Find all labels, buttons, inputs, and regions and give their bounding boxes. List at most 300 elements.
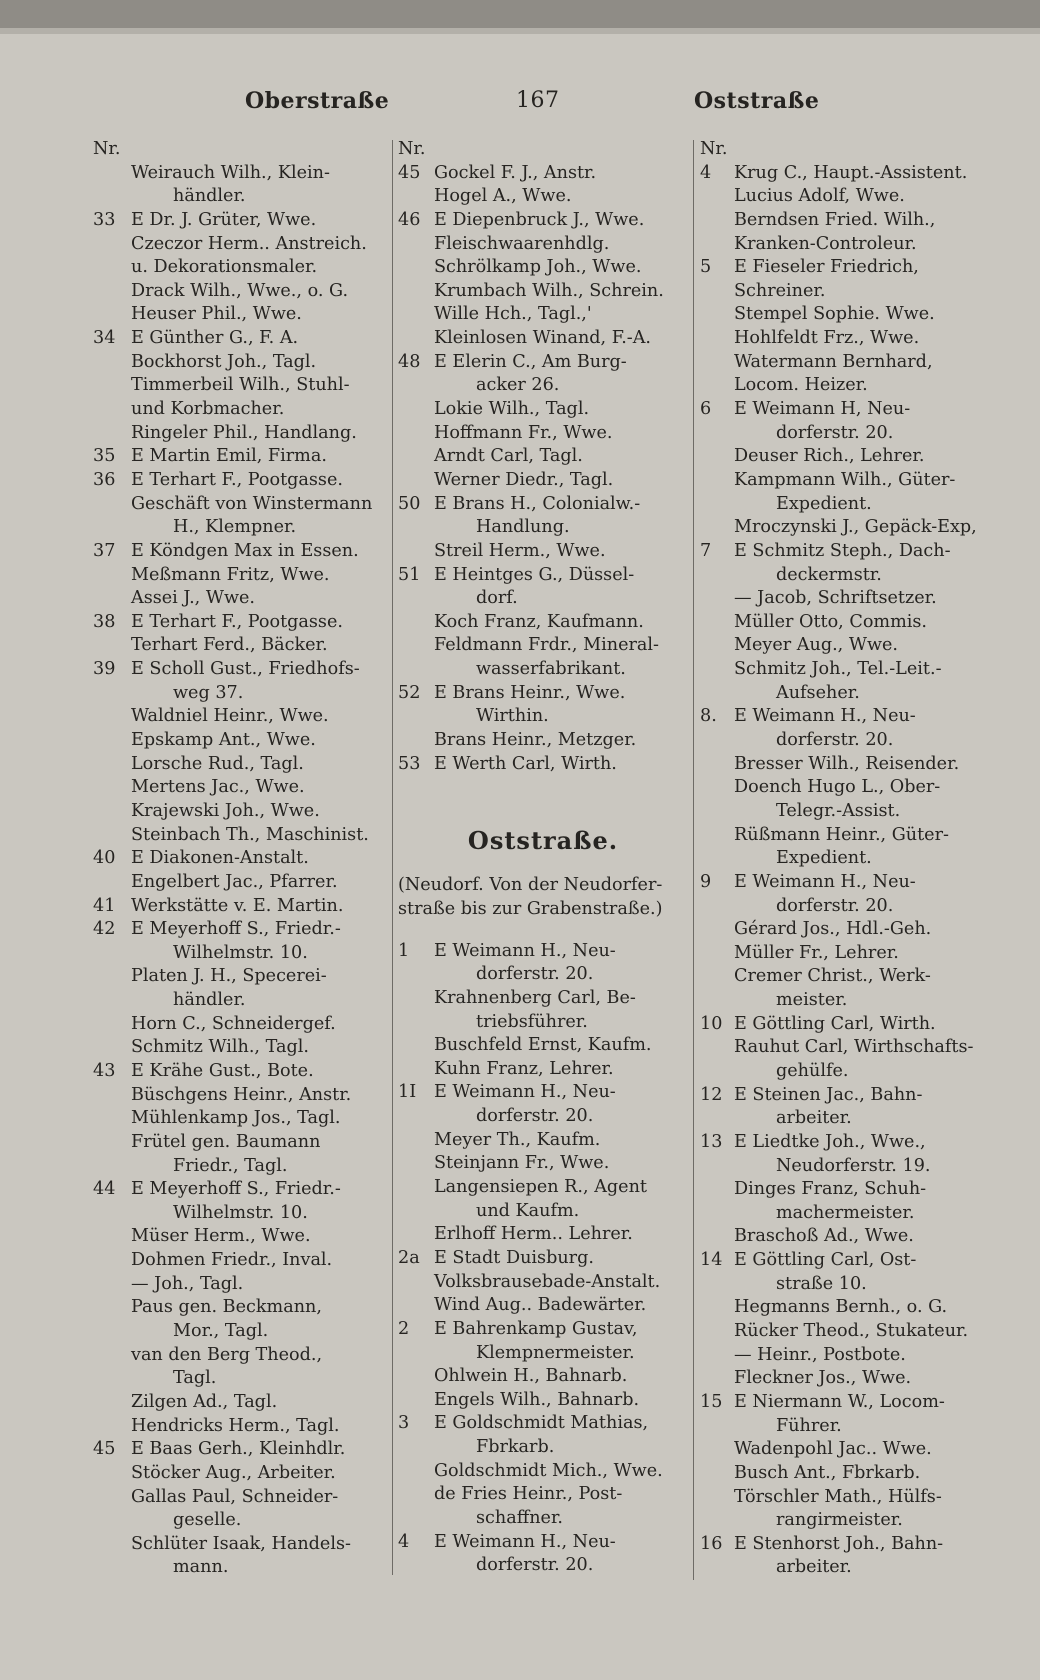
house-number: 14 <box>700 1250 723 1271</box>
list-item <box>700 327 996 351</box>
entry-text: Locom. Heizer. <box>734 375 868 396</box>
entry-text: Lorsche Rud., Tagl. <box>131 753 304 774</box>
list-item <box>700 1013 996 1037</box>
list-item <box>700 1391 996 1415</box>
entry-text: Arndt Carl, Tagl. <box>434 446 583 467</box>
list-item <box>398 1176 688 1200</box>
list-item <box>700 493 996 517</box>
entry-text: Ohlwein H., Bahnarb. <box>434 1366 628 1387</box>
list-item <box>700 374 996 398</box>
entry-text: Geschäft von Winstermann <box>131 493 373 514</box>
list-item <box>398 1223 688 1247</box>
list-item <box>700 895 996 919</box>
list-item <box>700 705 996 729</box>
entry-text: Czeczor Herm.. Anstreich. <box>131 233 367 254</box>
list-item <box>93 776 389 800</box>
list-item <box>398 1342 688 1366</box>
list-item <box>700 729 996 753</box>
entry-text: Krahnenberg Carl, Be- <box>434 987 636 1008</box>
list-item <box>93 942 389 966</box>
list-item <box>398 658 688 682</box>
entry-text: triebsführer. <box>476 1011 588 1032</box>
entry-text: händler. <box>173 186 246 207</box>
list-item <box>398 1507 688 1531</box>
house-number: 35 <box>93 446 116 467</box>
list-item <box>93 1367 389 1391</box>
list-item <box>93 847 389 871</box>
house-number: 16 <box>700 1533 723 1554</box>
entry-text: Schreiner. <box>734 280 826 301</box>
list-item <box>398 1318 688 1342</box>
entry-text: E Köndgen Max in Essen. <box>131 540 359 561</box>
entry-text: E Goldschmidt Mathias, <box>434 1413 649 1434</box>
header-right-street: Oststraße <box>694 88 820 114</box>
list-item <box>700 303 996 327</box>
entry-text: dorf. <box>476 588 518 609</box>
entry-text: Bockhorst Joh., Tagl. <box>131 351 317 372</box>
entry-text: Hogel A., Wwe. <box>434 186 572 207</box>
list-item <box>93 327 389 351</box>
list-item <box>93 1273 389 1297</box>
house-number: 51 <box>398 564 421 585</box>
house-number: 1I <box>398 1082 417 1103</box>
list-item <box>398 303 688 327</box>
list-item <box>398 963 688 987</box>
list-item <box>700 1344 996 1368</box>
house-number: 52 <box>398 682 421 703</box>
list-item <box>93 729 389 753</box>
list-item <box>93 1084 389 1108</box>
list-item <box>93 871 389 895</box>
list-item <box>398 611 688 635</box>
list-item <box>700 1225 996 1249</box>
entry-text: E Martin Emil, Firma. <box>131 446 327 467</box>
list-item <box>93 1013 389 1037</box>
list-item <box>93 965 389 989</box>
list-item <box>700 800 996 824</box>
entry-text: Krajewski Joh., Wwe. <box>131 800 320 821</box>
list-item <box>93 1036 389 1060</box>
list-item <box>93 587 389 611</box>
list-item <box>93 540 389 564</box>
entry-text: Wilhelmstr. 10. <box>173 942 308 963</box>
entry-text: Engels Wilh., Bahnarb. <box>434 1389 640 1410</box>
house-number: Nr. <box>93 139 121 159</box>
list-item <box>700 1202 996 1226</box>
list-item <box>93 1107 389 1131</box>
entry-text: E Heintges G., Düssel- <box>434 564 635 585</box>
list-item <box>700 1509 996 1533</box>
entry-text: E Krähe Gust., Bote. <box>131 1060 314 1081</box>
list-item <box>700 209 996 233</box>
entry-text: E Brans H., Colonialw.- <box>434 493 641 514</box>
list-item <box>93 1131 389 1155</box>
list-item <box>93 918 389 942</box>
list-item <box>700 658 996 682</box>
entry-text: Feldmann Frdr., Mineral- <box>434 635 659 656</box>
column-rule-1 <box>392 140 393 1575</box>
list-item <box>700 1486 996 1510</box>
house-number: 40 <box>93 848 116 869</box>
entry-text: E Meyerhoff S., Friedr.- <box>131 919 341 940</box>
list-item <box>398 634 688 658</box>
entry-text: E Weimann H, Neu- <box>734 399 911 420</box>
entry-text: Steinjann Fr., Wwe. <box>434 1153 610 1174</box>
entry-text: und Korbmacher. <box>131 399 285 420</box>
list-item <box>93 705 389 729</box>
list-item <box>398 1034 688 1058</box>
entry-text: Volksbrausebade-Anstalt. <box>434 1271 661 1292</box>
list-item <box>93 1556 389 1580</box>
list-item <box>398 1389 688 1413</box>
entry-text: straße 10. <box>776 1273 867 1294</box>
list-item <box>93 1060 389 1084</box>
house-number: 33 <box>93 209 116 230</box>
entry-text: E Scholl Gust., Friedhofs- <box>131 659 360 680</box>
list-item <box>398 587 688 611</box>
entry-text: E Dr. J. Grüter, Wwe. <box>131 209 317 230</box>
entry-text: Schmitz Wilh., Tagl. <box>131 1037 309 1058</box>
list-item <box>93 1178 389 1202</box>
entry-text: dorferstr. 20. <box>476 1555 594 1576</box>
list-item <box>398 1365 688 1389</box>
entry-text: Müller Fr., Lehrer. <box>734 942 899 963</box>
list-item <box>700 233 996 257</box>
list-item <box>700 1131 996 1155</box>
house-number: 13 <box>700 1131 723 1152</box>
house-number: 7 <box>700 540 712 561</box>
list-item <box>93 1202 389 1226</box>
list-item <box>93 138 389 162</box>
entry-text: E Elerin C., Am Burg- <box>434 351 627 372</box>
entry-text: E Terhart F., Pootgasse. <box>131 469 343 490</box>
entry-text: de Fries Heinr., Post- <box>434 1484 623 1505</box>
entry-text: Assei J., Wwe. <box>131 588 256 609</box>
house-number: 36 <box>93 469 116 490</box>
list-item <box>700 256 996 280</box>
house-number: Nr. <box>398 139 426 159</box>
entry-text: Kleinlosen Winand, F.-A. <box>434 328 652 349</box>
entry-text: Wind Aug.. Badewärter. <box>434 1295 647 1316</box>
list-item <box>700 469 996 493</box>
list-item <box>398 1058 688 1082</box>
house-number: 9 <box>700 871 712 892</box>
house-number: 37 <box>93 540 116 561</box>
entry-text: geselle. <box>173 1510 242 1531</box>
entry-text: Lucius Adolf, Wwe. <box>734 186 905 207</box>
list-item <box>398 516 688 540</box>
list-item <box>93 351 389 375</box>
entry-text: Fleischwaarenhdlg. <box>434 233 610 254</box>
entry-text: Meyer Aug., Wwe. <box>734 635 899 656</box>
entry-text: Kuhn Franz, Lehrer. <box>434 1058 614 1079</box>
entry-text: arbeiter. <box>776 1108 852 1129</box>
list-item <box>93 256 389 280</box>
entry-text: E Stadt Duisburg. <box>434 1247 594 1268</box>
entry-text: Wirthin. <box>476 706 549 727</box>
list-item <box>700 1178 996 1202</box>
entry-text: E Baas Gerh., Kleinhdlr. <box>131 1439 346 1460</box>
house-number: 4 <box>700 162 712 183</box>
entry-text: Weirauch Wilh., Klein- <box>131 162 330 183</box>
entry-text: E Terhart F., Pootgasse. <box>131 611 343 632</box>
list-item <box>700 185 996 209</box>
list-item <box>700 1249 996 1273</box>
list-item <box>398 351 688 375</box>
house-number: 2a <box>398 1247 420 1268</box>
entry-text: Lokie Wilh., Tagl. <box>434 399 590 420</box>
entry-text: Braschoß Ad., Wwe. <box>734 1226 914 1247</box>
list-item <box>93 516 389 540</box>
page-top-edge <box>0 0 1040 28</box>
list-item <box>398 1011 688 1035</box>
list-item <box>398 564 688 588</box>
list-item <box>700 1036 996 1060</box>
house-number: 39 <box>93 659 116 680</box>
entry-text: Ringeler Phil., Handlang. <box>131 422 357 443</box>
entry-text: Krug C., Haupt.-Assistent. <box>734 162 968 183</box>
list-item <box>700 1415 996 1439</box>
entry-text: Müller Otto, Commis. <box>734 611 928 632</box>
entry-text: Meßmann Fritz, Wwe. <box>131 564 330 585</box>
list-item <box>700 847 996 871</box>
entry-text: dorferstr. 20. <box>776 730 894 751</box>
entry-text: Dohmen Friedr., Inval. <box>131 1250 333 1271</box>
entry-text: E Göttling Carl, Ost- <box>734 1250 917 1271</box>
list-item <box>93 1438 389 1462</box>
entry-text: wasserfabrikant. <box>476 659 626 680</box>
page-number: 167 <box>516 88 560 113</box>
list-item <box>398 256 688 280</box>
entry-text: Tagl. <box>173 1368 217 1389</box>
entry-text: E Weimann H., Neu- <box>734 871 916 892</box>
list-item <box>700 445 996 469</box>
entry-text: Frütel gen. Baumann <box>131 1131 321 1152</box>
house-number: 3 <box>398 1413 410 1434</box>
entry-text: Timmerbeil Wilh., Stuhl- <box>131 375 350 396</box>
list-item <box>93 1155 389 1179</box>
entry-text: E Weimann H., Neu- <box>434 1082 616 1103</box>
entry-text: Rauhut Carl, Wirthschafts- <box>734 1037 974 1058</box>
list-item <box>93 209 389 233</box>
entry-text: — Joh., Tagl. <box>131 1273 244 1294</box>
entry-text: meister. <box>776 990 848 1011</box>
entry-text: deckermstr. <box>776 564 882 585</box>
list-item <box>700 162 996 186</box>
entry-text: Stempel Sophie. Wwe. <box>734 304 935 325</box>
list-item <box>398 1105 688 1129</box>
house-number: 15 <box>700 1391 723 1412</box>
entry-text: arbeiter. <box>776 1557 852 1578</box>
list-item <box>93 280 389 304</box>
page-header <box>0 88 1040 124</box>
list-item <box>93 1296 389 1320</box>
list-item <box>700 1367 996 1391</box>
entry-text: Aufseher. <box>776 682 860 703</box>
entry-text: Steinbach Th., Maschinist. <box>131 824 369 845</box>
entry-text: Streil Herm., Wwe. <box>434 540 606 561</box>
entry-text: Brans Heinr., Metzger. <box>434 730 637 751</box>
list-item <box>700 1107 996 1131</box>
entry-text: Rüßmann Heinr., Güter- <box>734 824 949 845</box>
entry-text: mann. <box>173 1557 229 1578</box>
entry-text: Krumbach Wilh., Schrein. <box>434 280 664 301</box>
list-item <box>700 1155 996 1179</box>
list-item <box>700 871 996 895</box>
house-number: 43 <box>93 1060 116 1081</box>
entry-text: E Göttling Carl, Wirth. <box>734 1013 936 1034</box>
entry-text: Klempnermeister. <box>476 1342 635 1363</box>
list-item <box>398 280 688 304</box>
list-item <box>700 1320 996 1344</box>
section-intro-line-2: straße bis zur Grabenstraße.) <box>398 898 663 919</box>
entry-text: Doench Hugo L., Ober- <box>734 777 941 798</box>
list-item <box>700 776 996 800</box>
list-item <box>700 138 996 162</box>
entry-text: E Weimann H., Neu- <box>434 1531 616 1552</box>
list-item <box>93 824 389 848</box>
entry-text: E Diakonen-Anstalt. <box>131 848 309 869</box>
entry-text: u. Dekorationsmaler. <box>131 257 318 278</box>
entry-text: Paus gen. Beckmann, <box>131 1297 322 1318</box>
list-item <box>398 987 688 1011</box>
list-item <box>700 1084 996 1108</box>
entry-text: machermeister. <box>776 1202 915 1223</box>
entry-text: E Steinen Jac., Bahn- <box>734 1084 923 1105</box>
list-item <box>398 162 688 186</box>
entry-text: Meyer Th., Kaufm. <box>434 1129 601 1150</box>
list-item <box>700 918 996 942</box>
house-number: 42 <box>93 919 116 940</box>
house-number: 2 <box>398 1318 410 1339</box>
entry-text: Dinges Franz, Schuh- <box>734 1179 927 1200</box>
entry-text: Fbrkarb. <box>476 1437 555 1458</box>
entry-text: Wadenpohl Jac.. Wwe. <box>734 1439 932 1460</box>
list-item <box>398 422 688 446</box>
entry-text: Hendricks Herm., Tagl. <box>131 1415 340 1436</box>
list-item <box>93 1225 389 1249</box>
entry-text: Waldniel Heinr., Wwe. <box>131 706 329 727</box>
list-item <box>398 1294 688 1318</box>
list-item <box>93 422 389 446</box>
list-item <box>700 1462 996 1486</box>
list-item <box>398 233 688 257</box>
entry-text: Friedr., Tagl. <box>173 1155 288 1176</box>
list-item <box>398 1531 688 1555</box>
entry-text: Werkstätte v. E. Martin. <box>131 895 344 916</box>
entry-text: Koch Franz, Kaufmann. <box>434 611 644 632</box>
entry-text: Buschfeld Ernst, Kaufm. <box>434 1035 652 1056</box>
oststrasse-entries <box>398 940 688 1578</box>
list-item <box>398 1200 688 1224</box>
entry-text: Gockel F. J., Anstr. <box>434 162 597 183</box>
list-item <box>93 895 389 919</box>
list-item <box>398 705 688 729</box>
house-number: 1 <box>398 940 410 961</box>
entry-text: Bresser Wilh., Reisender. <box>734 753 960 774</box>
house-number: 34 <box>93 328 116 349</box>
entry-text: E Weimann H., Neu- <box>734 706 916 727</box>
house-number: 41 <box>93 895 116 916</box>
entry-text: Mertens Jac., Wwe. <box>131 777 305 798</box>
list-item <box>398 138 688 162</box>
entry-text: Hohlfeldt Frz., Wwe. <box>734 328 920 349</box>
list-item <box>398 398 688 422</box>
list-item <box>700 1296 996 1320</box>
list-item <box>398 1412 688 1436</box>
list-item <box>700 824 996 848</box>
entry-text: Stöcker Aug., Arbeiter. <box>131 1462 336 1483</box>
page-top-shadow <box>0 28 1040 34</box>
entry-text: Törschler Math., Hülfs- <box>734 1486 942 1507</box>
entry-text: Busch Ant., Fbrkarb. <box>734 1462 921 1483</box>
list-item <box>398 729 688 753</box>
section-title-oststrasse: Oststraße. <box>467 826 619 856</box>
list-item <box>93 1344 389 1368</box>
list-item <box>93 753 389 777</box>
entry-text: E Meyerhoff S., Friedr.- <box>131 1179 341 1200</box>
house-number: 50 <box>398 493 421 514</box>
entry-text: E Stenhorst Joh., Bahn- <box>734 1533 944 1554</box>
house-number: 53 <box>398 753 421 774</box>
entry-text: Cremer Christ., Werk- <box>734 966 931 987</box>
list-item <box>398 1129 688 1153</box>
entry-text: E Fieseler Friedrich, <box>734 257 919 278</box>
entry-text: schaffner. <box>476 1507 564 1528</box>
list-item <box>93 658 389 682</box>
entry-text: Zilgen Ad., Tagl. <box>131 1391 278 1412</box>
entry-text: dorferstr. 20. <box>776 895 894 916</box>
house-number: 48 <box>398 351 421 372</box>
entry-text: Expedient. <box>776 848 872 869</box>
list-item <box>700 942 996 966</box>
house-number: 10 <box>700 1013 723 1034</box>
list-item <box>398 1483 688 1507</box>
entry-text: Epskamp Ant., Wwe. <box>131 730 316 751</box>
entry-text: E Günther G., F. A. <box>131 328 299 349</box>
entry-text: H., Klempner. <box>173 517 297 538</box>
entry-text: E Schmitz Steph., Dach- <box>734 540 951 561</box>
list-item <box>93 1462 389 1486</box>
list-item <box>93 162 389 186</box>
list-item <box>93 1249 389 1273</box>
entry-text: Rücker Theod., Stukateur. <box>734 1321 969 1342</box>
entry-text: — Heinr., Postbote. <box>734 1344 906 1365</box>
entry-text: Telegr.-Assist. <box>776 800 901 821</box>
entry-text: Goldschmidt Mich., Wwe. <box>434 1460 663 1481</box>
entry-text: Watermann Bernhard, <box>734 351 933 372</box>
list-item <box>398 1554 688 1578</box>
list-item <box>93 303 389 327</box>
list-item <box>93 1509 389 1533</box>
entry-text: Erlhoff Herm.. Lehrer. <box>434 1224 633 1245</box>
list-item <box>700 1533 996 1557</box>
list-item <box>700 587 996 611</box>
list-item <box>93 1415 389 1439</box>
list-item <box>700 540 996 564</box>
entry-text: Hegmanns Bernh., o. G. <box>734 1297 948 1318</box>
list-item <box>700 753 996 777</box>
entry-text: Müser Herm., Wwe. <box>131 1226 311 1247</box>
entry-text: Berndsen Fried. Wilh., <box>734 209 936 230</box>
entry-text: E Niermann W., Locom- <box>734 1391 945 1412</box>
list-item <box>398 209 688 233</box>
list-item <box>398 682 688 706</box>
entry-text: E Werth Carl, Wirth. <box>434 753 617 774</box>
entry-text: rangirmeister. <box>776 1510 903 1531</box>
list-item <box>398 1271 688 1295</box>
list-item <box>398 185 688 209</box>
